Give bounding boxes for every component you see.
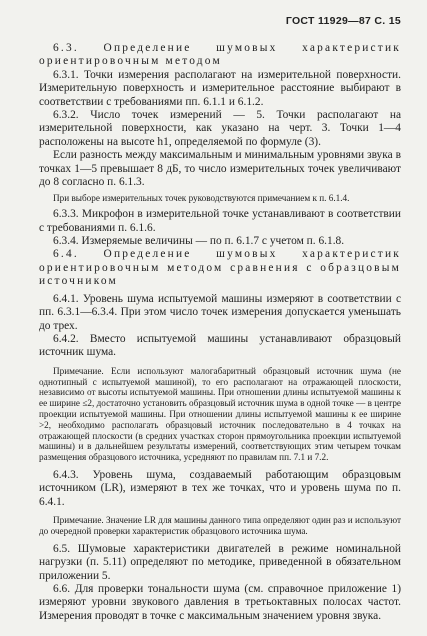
paragraph: 6.3.4. Измеряемые величины — по п. 6.1.7 с учетом п. 6.1.8. (53, 235, 345, 248)
paragraph: 6.3.2. Число точек измерений — 5. Точки располагают на измерительной поверхности, как указано на черт. 3. Точки 1—4 расположены на высоте h1, определяемой по формуле (3). (39, 109, 401, 148)
section-heading: 6.4. Определение шумовых характеристик ориентировочным методом сравнения с образцовым источником (39, 248, 401, 288)
paragraph: 6.5. Шумовые характеристики двигателей в режиме номинальной нагрузки (п. 5.11) определяют по методике, приведенной в обязательном приложении 5. (39, 542, 401, 582)
page-header: ГОСТ 11929—87 С. 15 (285, 15, 401, 27)
paragraph: 6.4.3. Уровень шума, создаваемый работающим образцовым источником (LR), измеряют в тех же точках, что и уровень шума по п. 6.4.1. (39, 468, 401, 508)
paragraph: 6.4.1. Уровень шума испытуемой машины измеряют в соответствии с пп. 6.3.1—6.3.4. При этом число точек измерения допускается уменьшать до трех. (39, 292, 401, 332)
paragraph: 6.4.2. Вместо испытуемой машины устанавливают образцовый источник шума. (39, 332, 401, 359)
note: Примечание. Значение LR для машины данного типа определяют один раз и используют до очередной проверки характеристик образцового источника шума. (39, 515, 401, 536)
paragraph: 6.6. Для проверки тональности шума (см. справочное приложение 1) измеряют уровни звукового давления в третьоктавных полосах частот. Измерения проводят в точке с максимальным значением уровня звука. (39, 582, 401, 622)
paragraph: 6.3.1. Точки измерения располагают на измерительной поверхности. Измерительную поверхность и измерительное расстояние выбирают в соответствии с требованиями пп. 6.1.1 и 6.1.2. (39, 68, 401, 108)
paragraph: Если разность между максимальным и минимальным уровнями звука в точках 1—5 превышает 8 дБ, то число измерительных точек увеличивают до 8 согласно п. 6.1.3. (39, 149, 401, 189)
section-heading: 6.3. Определение шумовых характеристик ориентировочным методом (39, 42, 401, 68)
paragraph-small: При выборе измерительных точек руководствуются примечанием к п. 6.1.4. (53, 193, 350, 204)
paragraph: 6.3.3. Микрофон в измерительной точке устанавливают в соответствии с требованиями п. 6.1.6. (39, 208, 401, 234)
note: Примечание. Если используют малогабаритный образцовый источник шума (не однотипный с испытуемой машиной), то его располагают на отражающей плоскости, независимо от высоты испытуемой машины. При отношении длины испытуемой машины к ее ширине ≤2, достаточно установить образцовый источник шума в одной точке — в центре проекции испытуемой машины. При отношении длины испытуемой машины к ее ширине >2, необходимо располагать образцовый источник последовательно в 4 точках на отражающей плоскости (в средних участках сторон прямоугольника проекции испытуемой машины) и в дальнейшем результаты измерений, соответствующих этим четырем точкам размещения образцового источника, усредняют по правилам пп. 7.1 и 7.2. (39, 365, 401, 463)
document-body (39, 42, 401, 623)
